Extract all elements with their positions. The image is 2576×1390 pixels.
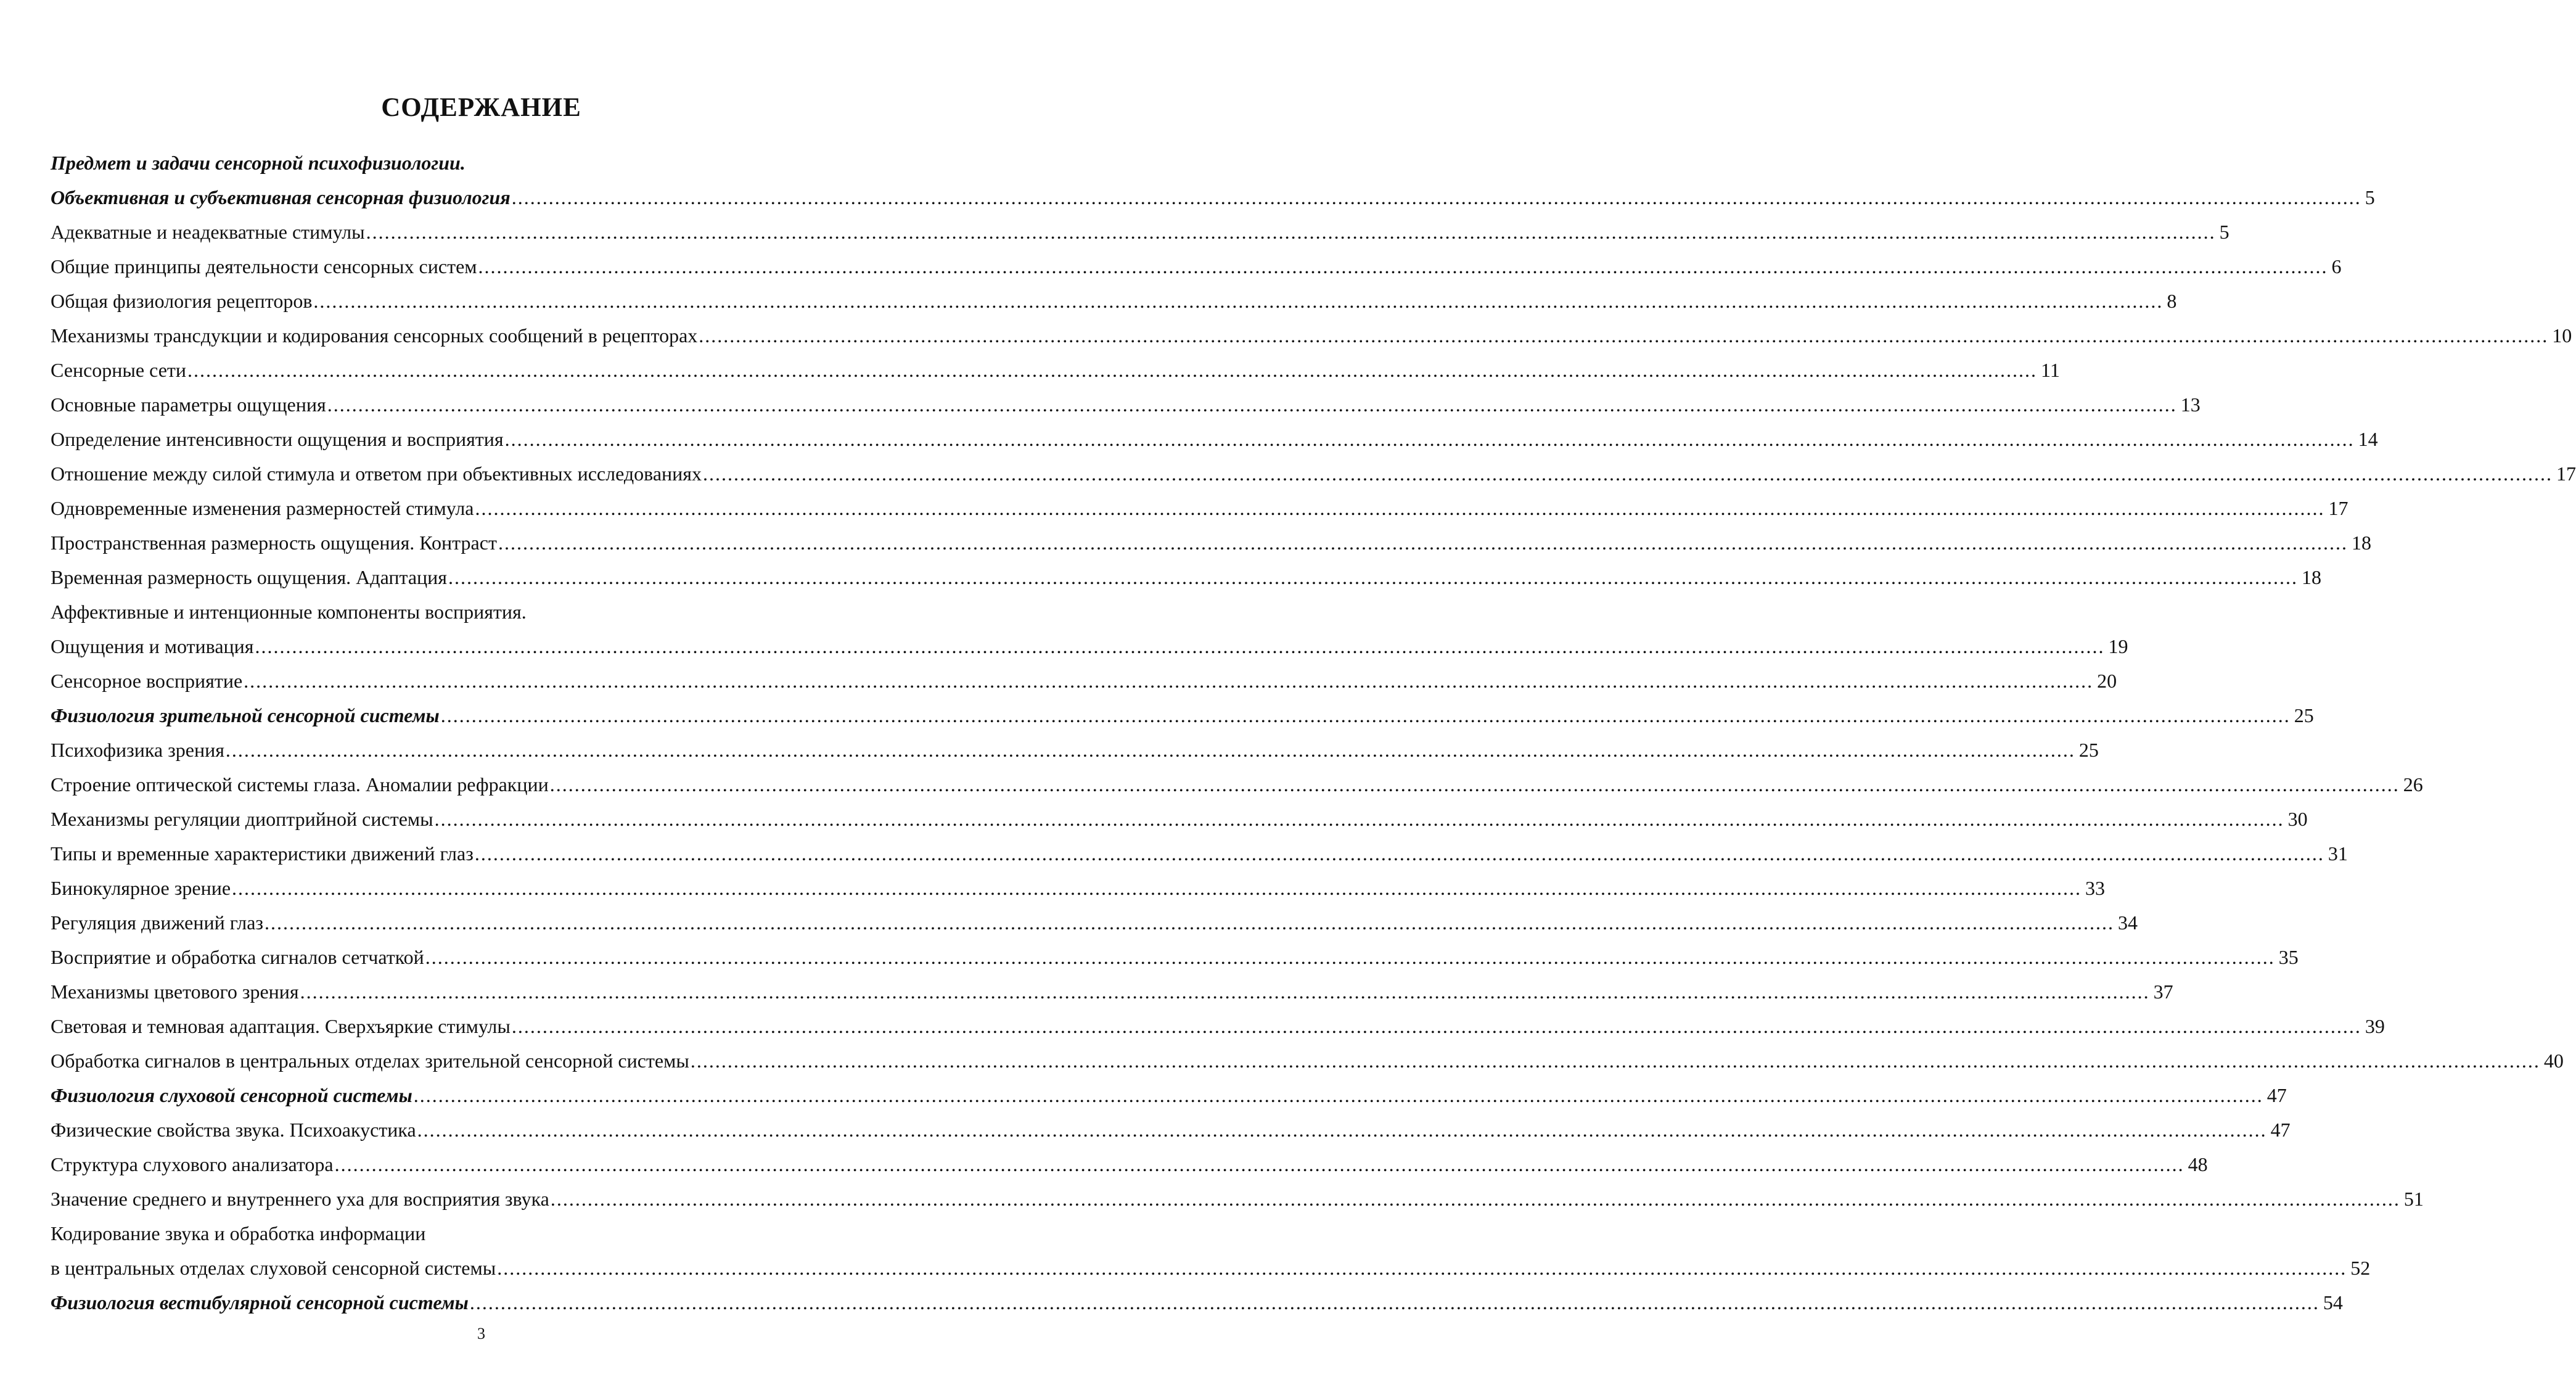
toc-entry bbox=[51, 940, 2299, 974]
toc-entry-title: Предмет и задачи сенсорной психофизиологии. bbox=[51, 152, 466, 174]
toc-entry bbox=[51, 1216, 2371, 1285]
toc-entry-line bbox=[51, 180, 2375, 215]
toc-entry bbox=[51, 249, 2342, 284]
toc-page-number: 39 bbox=[2365, 1015, 2385, 1037]
toc-entry bbox=[51, 733, 2099, 767]
toc-entry bbox=[51, 664, 2117, 698]
toc-entry-line bbox=[51, 1182, 2424, 1216]
toc-entry-line bbox=[51, 836, 2348, 871]
toc-entry bbox=[51, 1147, 2208, 1182]
toc-page-number: 19 bbox=[2108, 635, 2128, 657]
toc-entry-line bbox=[51, 249, 2342, 284]
toc-entry-title: Бинокулярное зрение bbox=[51, 877, 231, 899]
toc-entry-title: Психофизика зрения bbox=[51, 739, 224, 761]
dot-leader: ............................................................................................................................................................................................................................................................................................................ bbox=[187, 359, 2037, 381]
toc-entry bbox=[51, 802, 2308, 836]
toc-entry-line bbox=[51, 1009, 2385, 1043]
toc-entry bbox=[51, 318, 2572, 353]
toc-page-number: 14 bbox=[2358, 428, 2378, 450]
toc-entry bbox=[51, 594, 2128, 664]
toc-entry bbox=[51, 871, 2106, 905]
toc-page-number: 18 bbox=[2351, 532, 2371, 554]
dot-leader: ............................................................................................................................................................................................................................................................................................................ bbox=[498, 532, 2348, 554]
toc-entry-title: Сенсорные сети bbox=[51, 359, 186, 381]
toc-entry-title: Адекватные и неадекватные стимулы bbox=[51, 221, 365, 243]
toc-entry-line bbox=[51, 491, 2348, 525]
toc-page-number: 33 bbox=[2085, 877, 2106, 899]
toc-entry bbox=[51, 767, 2423, 802]
toc-entry-title: Физиология слуховой сенсорной системы bbox=[51, 1084, 412, 1106]
dot-leader: ............................................................................................................................................................................................................................................................................................................ bbox=[504, 428, 2355, 450]
toc-entry-title: Типы и временные характеристики движений глаз bbox=[51, 842, 474, 865]
toc-page-number: 8 bbox=[2167, 290, 2177, 312]
toc-entry-line bbox=[51, 733, 2099, 767]
toc-entry-title: Физиология зрительной сенсорной системы bbox=[51, 704, 440, 726]
toc-entry-title: Физиология вестибулярной сенсорной системы bbox=[51, 1291, 469, 1314]
dot-leader: ............................................................................................................................................................................................................................................................................................................ bbox=[690, 1050, 2540, 1072]
toc-page-number: 34 bbox=[2118, 911, 2138, 934]
toc-entry-title: Сенсорное восприятие bbox=[51, 670, 243, 692]
toc-page-number: 10 bbox=[2552, 324, 2572, 347]
toc-entry-line bbox=[51, 664, 2117, 698]
toc-page-number: 52 bbox=[2350, 1257, 2371, 1279]
toc-entry-line bbox=[51, 456, 2576, 491]
toc-entry bbox=[51, 491, 2348, 525]
toc-entry bbox=[51, 1182, 2424, 1216]
toc-entry bbox=[51, 387, 2201, 422]
toc-entry-title: Отношение между силой стимула и ответом при объективных исследованиях bbox=[51, 463, 702, 485]
toc-entry-line bbox=[51, 353, 2060, 387]
dot-leader: ............................................................................................................................................................................................................................................................................................................ bbox=[313, 290, 2164, 312]
dot-leader: ............................................................................................................................................................................................................................................................................................................ bbox=[413, 1084, 2263, 1106]
toc-entry bbox=[51, 215, 2229, 249]
toc-page-number: 37 bbox=[2153, 981, 2173, 1003]
toc-entry-title: Восприятие и обработка сигналов сетчаткой bbox=[51, 946, 424, 968]
toc-entry bbox=[51, 1009, 2385, 1043]
toc-entry-line bbox=[51, 318, 2572, 353]
toc-entry-title: Временная размерность ощущения. Адаптация bbox=[51, 566, 448, 588]
toc-entry-title: Регуляция движений глаз bbox=[51, 911, 264, 934]
toc-section-entry bbox=[51, 1078, 2287, 1112]
toc-page-number: 17 bbox=[2556, 463, 2576, 485]
toc-page-number: 25 bbox=[2078, 739, 2099, 761]
toc-entry-title: Механизмы регуляции диоптрийной системы bbox=[51, 808, 433, 830]
toc-entry-line bbox=[51, 1285, 2343, 1320]
dot-leader: ............................................................................................................................................................................................................................................................................................................ bbox=[474, 842, 2324, 865]
toc-page-number: 35 bbox=[2278, 946, 2299, 968]
dot-leader: ............................................................................................................................................................................................................................................................................................................ bbox=[469, 1291, 2320, 1314]
toc-entry-title: Ощущения и мотивация bbox=[51, 635, 254, 657]
toc-entry-title: Аффективные и интенционные компоненты восприятия. bbox=[51, 601, 527, 623]
toc-page-number: 6 bbox=[2331, 255, 2342, 278]
toc-entry-line bbox=[51, 629, 2128, 664]
dot-leader: ............................................................................................................................................................................................................................................................................................................ bbox=[478, 255, 2328, 278]
toc-entry-line bbox=[51, 215, 2229, 249]
toc-page-number: 47 bbox=[2270, 1119, 2291, 1141]
dot-leader: ............................................................................................................................................................................................................................................................................................................ bbox=[425, 946, 2275, 968]
toc-entry-line bbox=[51, 974, 2173, 1009]
page-number: 3 bbox=[477, 1325, 485, 1343]
dot-leader: ............................................................................................................................................................................................................................................................................................................ bbox=[417, 1119, 2267, 1141]
toc-entry bbox=[51, 284, 2177, 318]
toc-page-number: 20 bbox=[2097, 670, 2117, 692]
toc-entry-line bbox=[51, 871, 2106, 905]
toc-entry-line bbox=[51, 698, 2314, 733]
toc-entry-line bbox=[51, 422, 2378, 456]
dot-leader: ............................................................................................................................................................................................................................................................................................................ bbox=[232, 877, 2082, 899]
toc-entry-line bbox=[51, 802, 2308, 836]
toc-entry-title: Одновременные изменения размерностей стимула bbox=[51, 497, 474, 519]
table-of-contents bbox=[51, 146, 2576, 1320]
toc-page-number: 30 bbox=[2287, 808, 2308, 830]
toc-page-number: 51 bbox=[2403, 1188, 2424, 1210]
dot-leader: ............................................................................................................................................................................................................................................................................................................ bbox=[699, 324, 2549, 347]
dot-leader: ............................................................................................................................................................................................................................................................................................................ bbox=[255, 635, 2105, 657]
dot-leader: ............................................................................................................................................................................................................................................................................................................ bbox=[225, 739, 2075, 761]
dot-leader: ............................................................................................................................................................................................................................................................................................................ bbox=[550, 1188, 2400, 1210]
dot-leader: ............................................................................................................................................................................................................................................................................................................ bbox=[549, 773, 2400, 796]
toc-entry-line bbox=[51, 1078, 2287, 1112]
dot-leader: ............................................................................................................................................................................................................................................................................................................ bbox=[511, 1015, 2361, 1037]
toc-page-number: 11 bbox=[2041, 359, 2060, 381]
toc-page-number: 18 bbox=[2302, 566, 2322, 588]
page-title: СОДЕРЖАНИЕ bbox=[381, 93, 581, 122]
dot-leader: ............................................................................................................................................................................................................................................................................................................ bbox=[440, 704, 2291, 726]
toc-entry-title: Структура слухового анализатора bbox=[51, 1153, 334, 1175]
toc-page-number: 47 bbox=[2266, 1084, 2287, 1106]
toc-section-entry bbox=[51, 698, 2314, 733]
toc-entry bbox=[51, 1112, 2291, 1147]
toc-entry-title: Основные параметры ощущения bbox=[51, 393, 326, 416]
toc-entry bbox=[51, 1043, 2564, 1078]
toc-entry-line bbox=[51, 767, 2423, 802]
toc-section-entry bbox=[51, 146, 2375, 215]
toc-entry bbox=[51, 353, 2060, 387]
dot-leader: ............................................................................................................................................................................................................................................................................................................ bbox=[511, 186, 2361, 208]
dot-leader: ............................................................................................................................................................................................................................................................................................................ bbox=[497, 1257, 2347, 1279]
toc-entry bbox=[51, 905, 2138, 940]
toc-entry bbox=[51, 422, 2378, 456]
toc-entry-line bbox=[51, 1147, 2208, 1182]
toc-entry-line bbox=[51, 940, 2299, 974]
toc-entry-title: Значение среднего и внутреннего уха для восприятия звука bbox=[51, 1188, 549, 1210]
toc-entry-line bbox=[51, 525, 2371, 560]
toc-entry-title: Объективная и субъективная сенсорная физиология bbox=[51, 186, 511, 208]
dot-leader: ............................................................................................................................................................................................................................................................................................................ bbox=[244, 670, 2094, 692]
toc-entry-title: Механизмы трансдукции и кодирования сенсорных сообщений в рецепторах bbox=[51, 324, 698, 347]
toc-entry-title: Световая и темновая адаптация. Сверхъяркие стимулы bbox=[51, 1015, 511, 1037]
toc-entry-line bbox=[51, 1112, 2291, 1147]
toc-entry bbox=[51, 836, 2348, 871]
toc-entry-title: Механизмы цветового зрения bbox=[51, 981, 299, 1003]
toc-entry-title: Обработка сигналов в центральных отделах зрительной сенсорной системы bbox=[51, 1050, 689, 1072]
dot-leader: ............................................................................................................................................................................................................................................................................................................ bbox=[265, 911, 2115, 934]
toc-entry bbox=[51, 525, 2371, 560]
toc-entry-title: Общая физиология рецепторов bbox=[51, 290, 313, 312]
toc-entry-title: Определение интенсивности ощущения и восприятия bbox=[51, 428, 504, 450]
toc-page-number: 5 bbox=[2365, 186, 2375, 208]
toc-entry-title: Пространственная размерность ощущения. Контраст bbox=[51, 532, 497, 554]
toc-page-number: 17 bbox=[2328, 497, 2348, 519]
dot-leader: ............................................................................................................................................................................................................................................................................................................ bbox=[434, 808, 2284, 830]
toc-page-number: 13 bbox=[2180, 393, 2201, 416]
toc-page-number: 54 bbox=[2323, 1291, 2343, 1314]
dot-leader: ............................................................................................................................................................................................................................................................................................................ bbox=[300, 981, 2150, 1003]
toc-page-number: 26 bbox=[2403, 773, 2423, 796]
toc-entry-title: в центральных отделах слуховой сенсорной системы bbox=[51, 1257, 496, 1279]
toc-page-number: 48 bbox=[2188, 1153, 2208, 1175]
toc-page-number: 31 bbox=[2328, 842, 2348, 865]
toc-entry bbox=[51, 974, 2173, 1009]
toc-entry bbox=[51, 456, 2576, 491]
dot-leader: ............................................................................................................................................................................................................................................................................................................ bbox=[475, 497, 2325, 519]
dot-leader: ............................................................................................................................................................................................................................................................................................................ bbox=[334, 1153, 2184, 1175]
toc-entry-line bbox=[51, 1251, 2371, 1285]
toc-entry bbox=[51, 560, 2322, 594]
toc-page-number: 40 bbox=[2543, 1050, 2564, 1072]
toc-entry-line bbox=[51, 905, 2138, 940]
toc-page-number: 5 bbox=[2219, 221, 2229, 243]
toc-entry-title: Общие принципы деятельности сенсорных систем bbox=[51, 255, 477, 278]
toc-section-entry bbox=[51, 1285, 2343, 1320]
toc-entry-line bbox=[51, 284, 2177, 318]
dot-leader: ............................................................................................................................................................................................................................................................................................................ bbox=[327, 393, 2177, 416]
dot-leader: ............................................................................................................................................................................................................................................................................................................ bbox=[448, 566, 2299, 588]
toc-entry-line bbox=[51, 1043, 2564, 1078]
toc-entry-title: Кодирование звука и обработка информации bbox=[51, 1222, 426, 1244]
toc-page-number: 25 bbox=[2294, 704, 2314, 726]
toc-entry-title: Строение оптической системы глаза. Аномалии рефракции bbox=[51, 773, 549, 796]
toc-entry-line bbox=[51, 560, 2322, 594]
dot-leader: ............................................................................................................................................................................................................................................................................................................ bbox=[366, 221, 2216, 243]
dot-leader: ............................................................................................................................................................................................................................................................................................................ bbox=[703, 463, 2553, 485]
toc-entry-line bbox=[51, 387, 2201, 422]
toc-entry-title: Физические свойства звука. Психоакустика bbox=[51, 1119, 416, 1141]
